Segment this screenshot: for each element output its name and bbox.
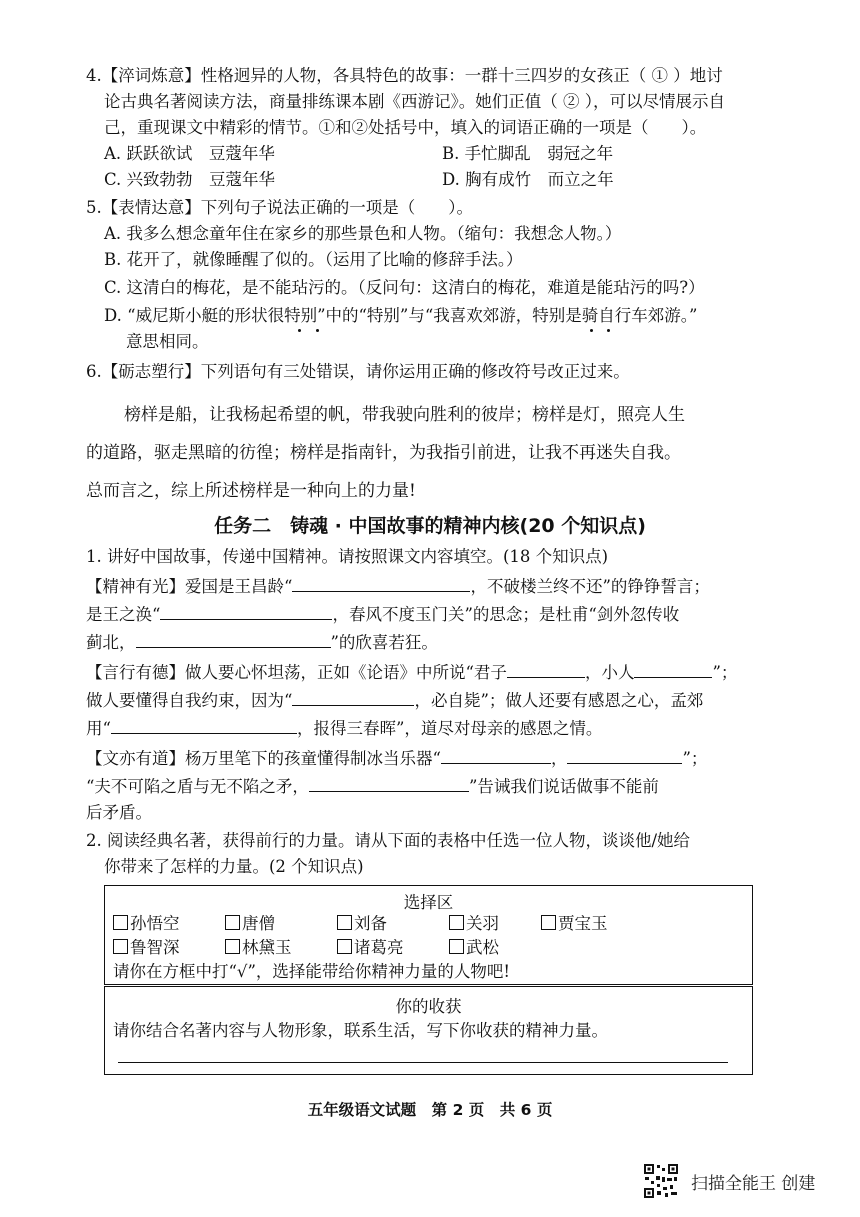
checkbox-square[interactable] xyxy=(449,915,464,930)
checkbox-square[interactable] xyxy=(113,915,128,930)
checkbox-square[interactable] xyxy=(449,939,464,954)
selection-box xyxy=(104,885,753,985)
t2-stem-line-1: 2. 阅读经典名著，获得前行的力量。请从下面的表格中任选一位人物，谈谈他/她给 xyxy=(86,831,691,850)
q5-option-b: B. 花开了，就像睡醒了似的。（运用了比喻的修辞手法。） xyxy=(104,250,523,269)
checkbox-item[interactable] xyxy=(225,936,292,960)
checkbox-item[interactable] xyxy=(337,936,404,960)
selection-note: 请你在方框中打“√”，选择能带给你精神力量的人物吧! xyxy=(113,962,511,981)
checkbox-label: 关羽 xyxy=(466,914,499,933)
t1-text: 做人要懂得自我约束，因为“ xyxy=(86,691,293,710)
t1-text: ”； xyxy=(682,749,708,768)
q4-option-d: D. 胸有成竹 而立之年 xyxy=(442,170,614,189)
answer-line[interactable] xyxy=(118,1062,728,1063)
t1-text: 【精神有光】爱国是王昌龄“ xyxy=(86,577,293,596)
t1-text: ”的欣喜若狂。 xyxy=(330,633,438,652)
emphasis-dot xyxy=(316,329,319,332)
fill-blank[interactable] xyxy=(292,573,470,592)
t1-text: 用“ xyxy=(86,719,111,738)
checkbox-square[interactable] xyxy=(225,939,240,954)
task2-title: 任务二 铸魂 · 中国故事的精神内核(20 个知识点) xyxy=(214,515,646,537)
fill-blank[interactable] xyxy=(111,715,297,734)
t1-line-4 xyxy=(86,659,737,685)
fill-blank[interactable] xyxy=(160,601,332,620)
checkbox-square[interactable] xyxy=(541,915,556,930)
q4-stem-line-1: 4.【淬词炼意】性格迥异的人物，各具特色的故事：一群十三四岁的女孩正（ ① ）地讨 xyxy=(86,66,723,85)
checkbox-label: 林黛玉 xyxy=(242,938,292,957)
q5-option-d-line-2: 意思相同。 xyxy=(126,332,209,351)
t2-stem-line-2: 你带来了怎样的力量。(2 个知识点) xyxy=(104,857,364,876)
selection-box-title: 选择区 xyxy=(403,893,454,912)
t1-text: 是王之涣“ xyxy=(86,605,161,624)
checkbox-item[interactable] xyxy=(337,912,387,936)
q4-stem-line-3: 己，重现课文中精彩的情节。①和②处括号中，填入的词语正确的一项是（ ）。 xyxy=(104,118,707,137)
checkbox-item[interactable] xyxy=(113,936,180,960)
t1-line-6 xyxy=(86,715,602,741)
t1-stem: 1. 讲好中国故事，传递中国精神。请按照课文内容填空。(18 个知识点) xyxy=(86,547,609,566)
q4-option-b: B. 手忙脚乱 弱冠之年 xyxy=(442,144,614,163)
checkbox-label: 唐僧 xyxy=(242,914,275,933)
t1-text: ”告诫我们说话做事不能前 xyxy=(468,777,659,796)
harvest-note: 请你结合名著内容与人物形象，联系生活，写下你收获的精神力量。 xyxy=(113,1021,608,1040)
q5-option-c: C. 这清白的梅花，是不能玷污的。（反问句：这清白的梅花，难道是能玷污的吗?） xyxy=(104,278,705,297)
qr-code-icon xyxy=(643,1163,679,1199)
q6-stem: 6.【砺志塑行】下列语句有三处错误，请你运用正确的修改符号改正过来。 xyxy=(86,362,630,381)
harvest-box-title: 你的收获 xyxy=(395,997,462,1016)
emphasis-dot xyxy=(590,329,593,332)
checkbox-item[interactable] xyxy=(449,936,499,960)
checkbox-item[interactable] xyxy=(113,912,180,936)
checkbox-label: 刘备 xyxy=(354,914,387,933)
t1-text: ，春风不度玉门关”的思念；是杜甫“剑外忽传收 xyxy=(332,605,680,624)
t1-text: ，小人 xyxy=(584,663,635,682)
q4-option-c: C. 兴致勃勃 豆蔻年华 xyxy=(104,170,276,189)
checkbox-label: 孙悟空 xyxy=(130,914,180,933)
q6-passage-line-2: 的道路，驱走黑暗的彷徨；榜样是指南针，为我指引前进，让我不再迷失自我。 xyxy=(86,443,681,463)
checkbox-square[interactable] xyxy=(225,915,240,930)
scanner-brand-text: 扫描全能王 创建 xyxy=(691,1174,816,1194)
t1-text: 【言行有德】做人要心怀坦荡，正如《论语》中所说“君子 xyxy=(86,663,507,682)
q5-stem: 5.【表情达意】下列句子说法正确的一项是（ ）。 xyxy=(86,198,473,217)
fill-blank[interactable] xyxy=(507,659,585,678)
fill-blank[interactable] xyxy=(567,745,682,764)
t1-line-9: 后矛盾。 xyxy=(86,803,152,822)
fill-blank[interactable] xyxy=(292,687,414,706)
t1-line-1 xyxy=(86,573,710,599)
q5-option-a: A. 我多么想念童年住在家乡的那些景色和人物。（缩句：我想念人物。） xyxy=(104,224,622,243)
fill-blank[interactable] xyxy=(634,659,712,678)
t1-text: 蓟北， xyxy=(86,633,136,652)
t1-line-8 xyxy=(86,773,659,799)
t1-text: ，报得三春晖”，道尽对母亲的感恩之情。 xyxy=(296,719,603,738)
fill-blank[interactable] xyxy=(441,745,551,764)
t1-text: ， xyxy=(550,749,568,768)
emphasis-dot xyxy=(607,329,610,332)
q5-option-d-line-1: D. “威尼斯小艇的形状很特别”中的“特别”与“我喜欢郊游，特别是骑自行车郊游。” xyxy=(104,306,698,325)
checkbox-item[interactable] xyxy=(225,912,275,936)
checkbox-label: 武松 xyxy=(466,938,499,957)
checkbox-item[interactable] xyxy=(449,912,499,936)
q6-passage-line-1: 榜样是船，让我杨起希望的帆，带我驶向胜利的彼岸；榜样是灯，照亮人生 xyxy=(124,405,685,425)
checkbox-item[interactable] xyxy=(541,912,608,936)
checkbox-square[interactable] xyxy=(337,915,352,930)
scanner-watermark xyxy=(643,1163,843,1203)
t1-text: “夫不可陷之盾与无不陷之矛， xyxy=(86,777,309,796)
q4-stem-line-2: 论古典名著阅读方法，商量排练课本剧《西游记》。她们正值（ ② ），可以尽情展示自 xyxy=(104,92,725,111)
checkbox-label: 诸葛亮 xyxy=(354,938,404,957)
t1-text: 【文亦有道】杨万里笔下的孩童懂得制冰当乐器“ xyxy=(86,749,441,768)
emphasis-dot xyxy=(298,329,301,332)
checkbox-square[interactable] xyxy=(337,939,352,954)
t1-text: ，必自毙”；做人还要有感恩之心，孟郊 xyxy=(414,691,704,710)
q6-passage-line-3: 总而言之，综上所述榜样是一种向上的力量! xyxy=(86,481,416,501)
t1-line-2 xyxy=(86,601,679,627)
fill-blank[interactable] xyxy=(136,629,331,648)
t1-line-5 xyxy=(86,687,703,713)
fill-blank[interactable] xyxy=(309,773,469,792)
checkbox-square[interactable] xyxy=(113,939,128,954)
t1-line-7 xyxy=(86,745,707,771)
t1-text: ，不破楼兰终不还”的铮铮誓言； xyxy=(470,577,710,596)
checkbox-label: 贾宝玉 xyxy=(558,914,608,933)
t1-line-3 xyxy=(86,629,438,655)
checkbox-label: 鲁智深 xyxy=(130,938,180,957)
q4-option-a: A. 跃跃欲试 豆蔻年华 xyxy=(104,144,275,163)
t1-text: ”； xyxy=(712,663,738,682)
page-footer: 五年级语文试题 第 2 页 共 6 页 xyxy=(307,1101,553,1119)
